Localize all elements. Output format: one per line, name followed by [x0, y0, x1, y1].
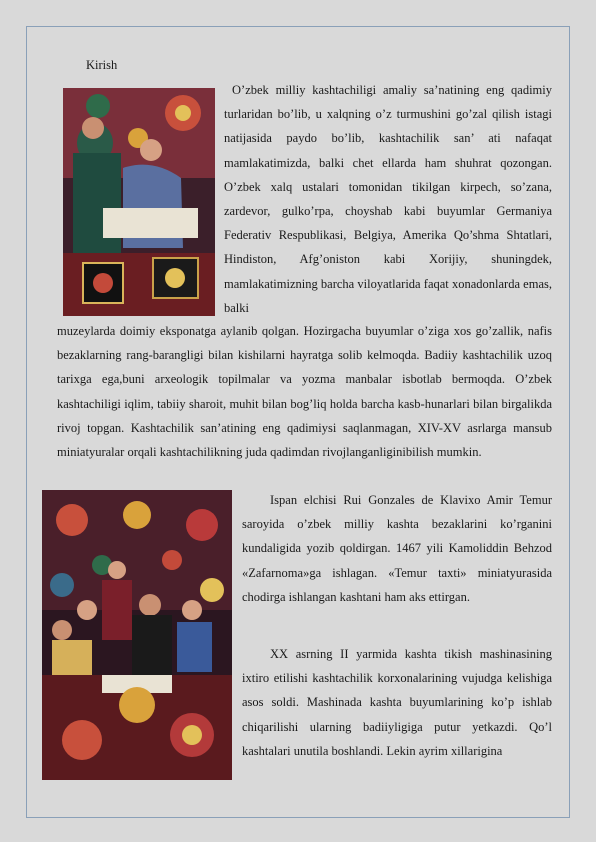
paragraph-klavixo-text: Ispan elchisi Rui Gonzales de Klavixo Amir Temur saroyida o’zbek milliy kashta bezaklarini ko’rganini kundaligida yozib qoldirgan. 1467 yili Kamoliddin Behzod «Zafarnoma»ga ishlagan. «Temur taxti» miniatyurasida chodirga ishlangan kashtani ham aks ettirgan.	[242, 493, 552, 604]
paragraph-machine-text: XX asrning II yarmida kashta tikish mashinasining ixtiro etilishi kashtachilik korxonalarining vujudga kelishiga asos soldi. Mashinada kashta buyumlarining ko’p ishlab chiqarilishi ularning badiiyligiga putur yetkazdi. Qo’l kashtalari unutila boshlandi. Lekin ayrim xillarigina	[242, 647, 552, 758]
section-heading: Kirish	[86, 58, 118, 72]
paragraph-intro	[224, 78, 552, 320]
paragraph-machine	[242, 642, 552, 763]
paragraph-klavixo	[242, 488, 552, 609]
paragraph-intro-continued	[57, 319, 552, 464]
paragraph-intro-text: O’zbek milliy kashtachiligi amaliy sa’natining eng qadimiy turlaridan bo’lib, u xalqning o’z turmushini go’zal qilish istagi natijasida paydo bo’lib, kashtachilik san’ ati nafaqat mamlakatimizda, balki chet ellarda ham shuhrat qozongan. O’zbek xalq ustalari tomonidan tikilgan kirpech, so’zana, zardevor, gulko’rpa, choyshab kabi buyumlar Germaniya Federativ Respublikasi, Belgiya, Amerika Qo’shma Shtatlari, Hindiston, Afg’oniston kabi Xorijiy, shuningdek, mamlakatimizning barcha viloyatlarida faqat xonadonlarda emas, balki	[224, 83, 552, 315]
paragraph-intro-continued-text: muzeylarda doimiy eksponatga aylanib qolgan. Hozirgacha buyumlar o’ziga xos go’zallik, nafis bezaklarning rang-barangligi bilan kishilarni hayratga solib kelmoqda. Badiiy kashtachilik uzoq tarixga ega,buni arxeologik topilmalar va yozma manbalar isbotlab bermoqda. O’zbek kashtachiligi iqlim, tabiiy sharoit, muhit bilan bog’liq holda barcha kasb-hunarlari bilan birgalikda rivoj topgan. Kashtachilik san’atining eng qadimiysi saqlanmagan, XIV-XV asrlarga mansub miniatyuralar orqali kashtachilikning juda qadimdan rivojlanganliginibilish mumkin.	[57, 324, 552, 460]
embroidery-photo-women	[63, 88, 215, 316]
embroidery-photo-family	[42, 490, 232, 780]
